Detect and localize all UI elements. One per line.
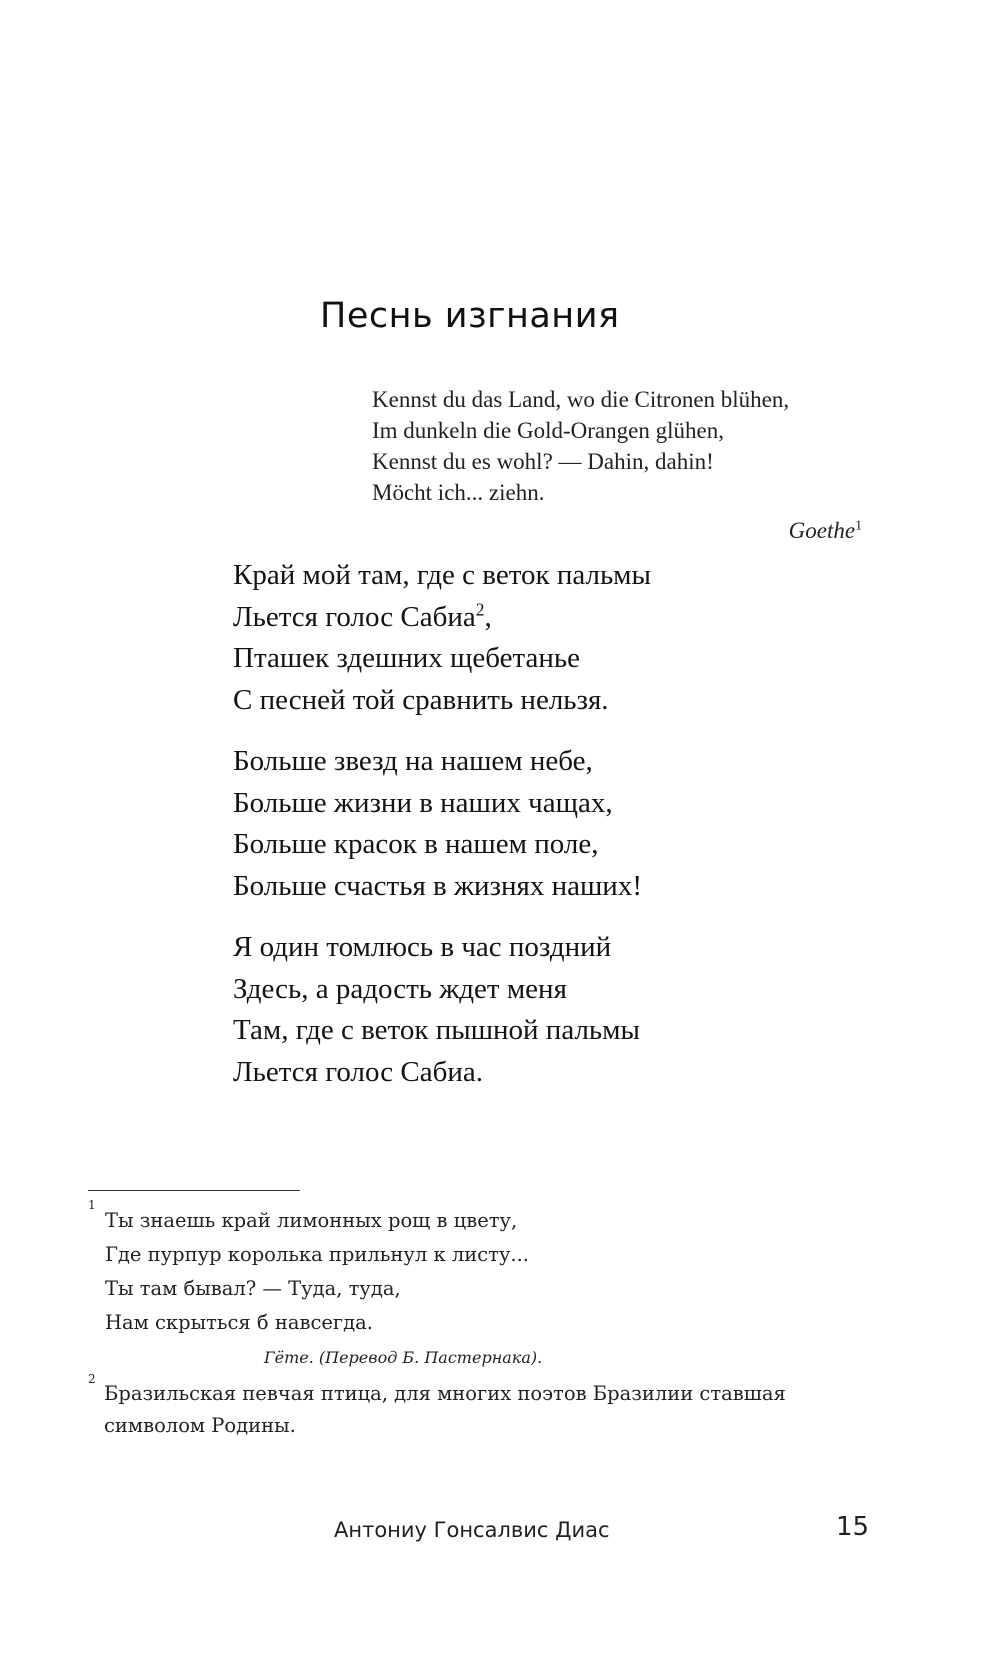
stanza-1 xyxy=(233,555,933,721)
stanza-3 xyxy=(233,927,933,1093)
verse-line: Больше красок в нашем поле, xyxy=(233,828,599,860)
stanza-2 xyxy=(233,741,933,907)
verse-line: Больше звезд на нашем небе, xyxy=(233,745,593,777)
epigraph-line: Im dunkeln die Gold-Orangen glühen, xyxy=(372,418,724,443)
footnote-2 xyxy=(88,1372,888,1442)
epigraph-line: Möcht ich... ziehn. xyxy=(372,480,545,505)
verse-line: Я один томлюсь в час поздний xyxy=(233,931,612,963)
verse-line: Там, где с веток пышной пальмы xyxy=(233,1014,640,1046)
footnote-line: Где пурпур королька прильнул к листу... xyxy=(105,1243,530,1266)
verse-line-punct: , xyxy=(484,600,492,633)
verse-line: Больше жизни в наших чащах, xyxy=(233,786,613,819)
epigraph-author-name: Goethe xyxy=(788,518,856,543)
epigraph-line: Kennst du es wohl? — Dahin, dahin! xyxy=(372,449,714,474)
footnote-line: Нам скрыться б навсегда. xyxy=(105,1311,373,1334)
verse-line: Край мой там, где с веток пальмы xyxy=(233,559,652,591)
footnote-ref-2[interactable]: 2 xyxy=(475,598,485,619)
epigraph xyxy=(372,384,872,508)
footnote-ref-1[interactable]: 1 xyxy=(855,517,862,533)
footnote-credit: Гёте. (Перевод Б. Пастернака). xyxy=(264,1348,543,1367)
footnote-1 xyxy=(88,1198,888,1374)
epigraph-line: Kennst du das Land, wo die Citronen blühen, xyxy=(372,387,790,412)
verse-line: Здесь, а радость ждет меня xyxy=(233,972,567,1005)
epigraph-author xyxy=(600,518,862,544)
verse-line xyxy=(233,597,933,639)
footnote-mark: 1 xyxy=(88,1198,96,1212)
footnote-line: Ты там бывал? — Туда, туда, xyxy=(105,1277,401,1300)
verse-line-text: Льется голос Сабиа xyxy=(233,600,476,633)
poem-body xyxy=(233,555,933,1113)
verse-line: Пташек здешних щебетанье xyxy=(233,642,581,674)
footnote-line: Бразильская певчая птица, для многих поэтов Бразилии ставшая xyxy=(104,1382,786,1405)
footnote-divider xyxy=(88,1190,300,1191)
running-footer-author: Антониу Гонсалвис Диас xyxy=(334,1518,610,1542)
footnote-line: Ты знаешь край лимонных рощ в цвету, xyxy=(105,1209,518,1232)
verse-line: С песней той сравнить нельзя. xyxy=(233,683,609,716)
verse-line: Льется голос Сабиа. xyxy=(233,1055,483,1088)
footnotes xyxy=(88,1198,888,1442)
page-number: 15 xyxy=(836,1512,870,1542)
poem-title: Песнь изгнания xyxy=(320,296,620,336)
verse-line: Больше счастья в жизнях наших! xyxy=(233,869,642,902)
footnote-mark: 2 xyxy=(88,1372,96,1386)
footnote-line: символом Родины. xyxy=(104,1414,296,1437)
